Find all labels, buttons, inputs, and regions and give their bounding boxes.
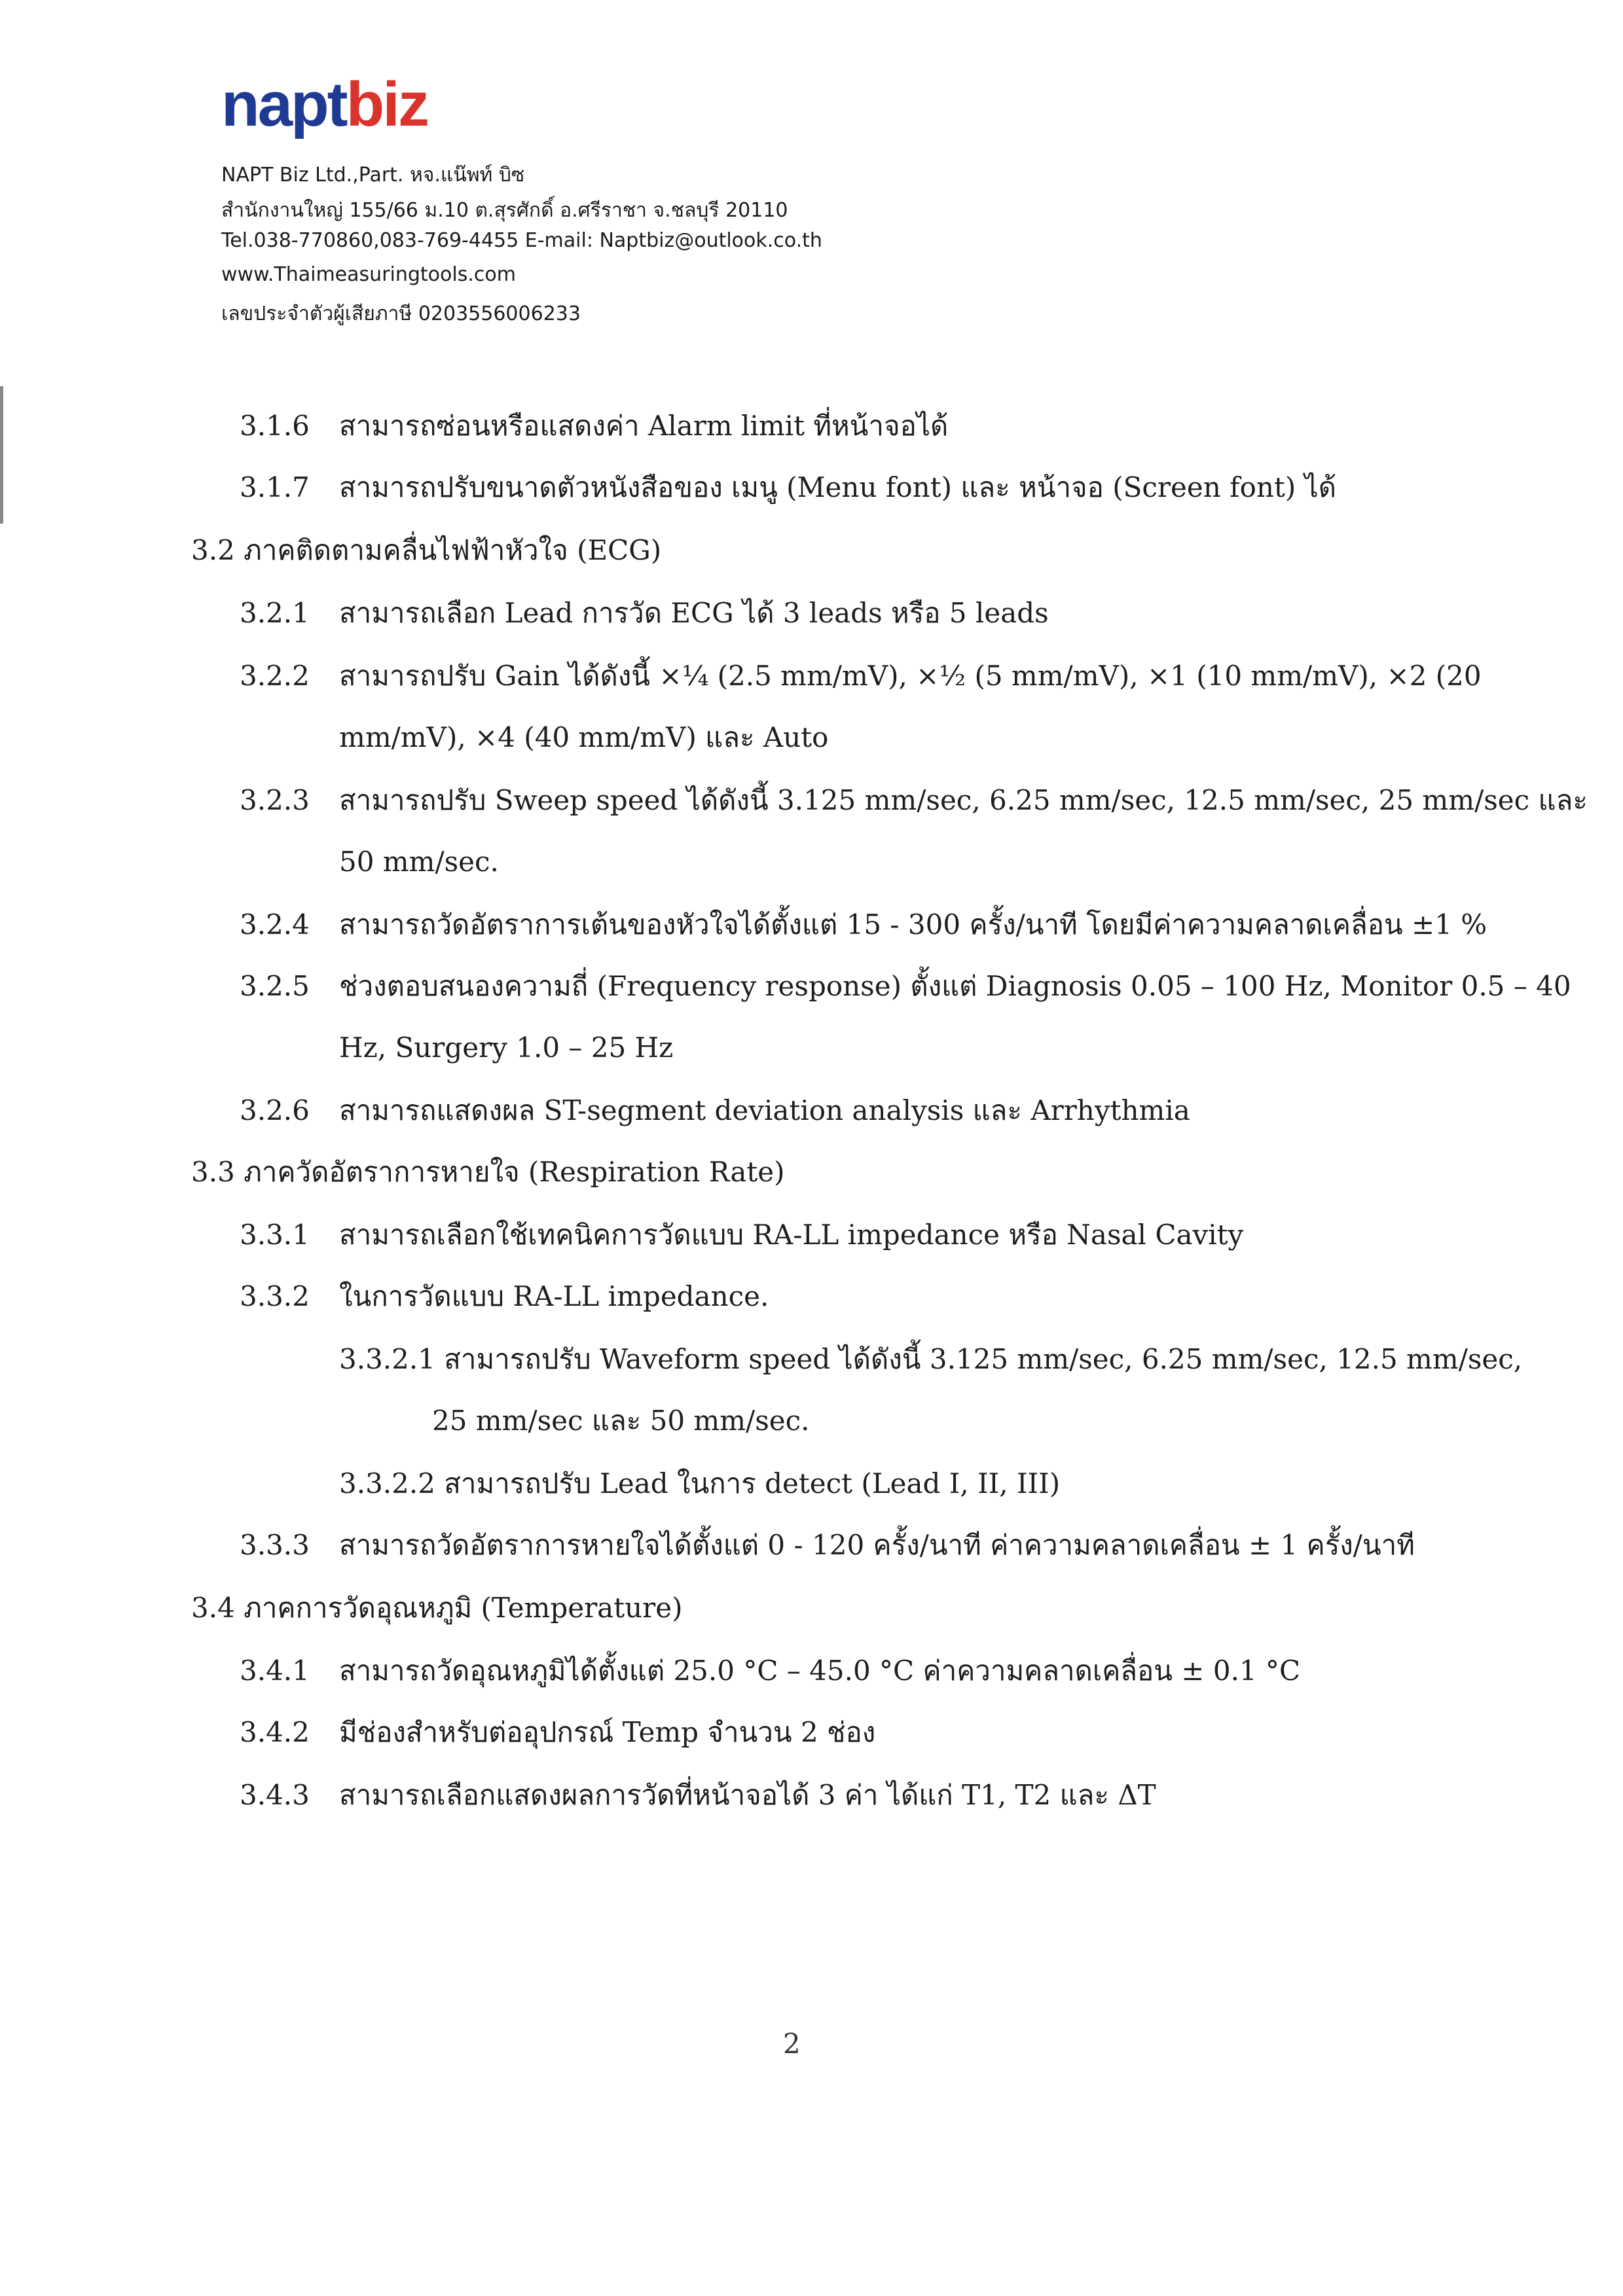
logo-text-napt: napt: [221, 69, 346, 139]
item-text: สามารถปรับขนาดตัวหนังสือของ เมนู (Menu font) และ หน้าจอ (Screen font) ได้: [339, 471, 1336, 503]
section-heading: 3.4 ภาคการวัดอุณหภูมิ (Temperature): [191, 1592, 683, 1624]
item-text: สามารถแสดงผล ST-segment deviation analysis และ Arrhythmia: [339, 1094, 1190, 1126]
item-number: 3.2.5: [240, 970, 310, 1002]
subitem-text: 3.3.2.1 สามารถปรับ Waveform speed ได้ดังนี้ 3.125 mm/sec, 6.25 mm/sec, 12.5 mm/sec,: [339, 1343, 1523, 1375]
item-number: 3.3.2: [240, 1280, 310, 1312]
item-number: 3.4.3: [240, 1779, 310, 1811]
item-text-continued: mm/mV), ×4 (40 mm/mV) และ Auto: [339, 721, 829, 753]
item-text: ในการวัดแบบ RA-LL impedance.: [339, 1280, 769, 1312]
item-text: สามารถเลือกใช้เทคนิคการวัดแบบ RA-LL impedance หรือ Nasal Cavity: [339, 1219, 1244, 1251]
item-number: 3.4.1: [240, 1655, 310, 1687]
logo-text-biz: biz: [346, 69, 428, 139]
item-text-continued: 50 mm/sec.: [339, 846, 499, 878]
scan-margin-mark: [0, 386, 3, 524]
item-text: มีช่องสำหรับต่ออุปกรณ์ Temp จำนวน 2 ช่อง: [339, 1716, 876, 1748]
item-text: สามารถวัดอัตราการหายใจได้ตั้งแต่ 0 - 120 ครั้ง/นาที ค่าความคลาดเคลื่อน ± 1 ครั้ง/นาที: [339, 1529, 1415, 1561]
company-contact: Tel.038-770860,083-769-4455 E-mail: Naptbiz@outlook.co.th: [221, 229, 822, 252]
item-number: 3.1.7: [240, 471, 310, 503]
company-address: สำนักงานใหญ่ 155/66 ม.10 ต.สุรศักดิ์ อ.ศรีราชา จ.ชลบุรี 20110: [221, 199, 788, 222]
item-text: สามารถเลือก Lead การวัด ECG ได้ 3 leads หรือ 5 leads: [339, 597, 1049, 629]
item-number: 3.2.4: [240, 908, 310, 941]
item-text: สามารถเลือกแสดงผลการวัดที่หน้าจอได้ 3 ค่า ได้แก่ T1, T2 และ ΔT: [339, 1779, 1156, 1811]
company-website: www.Thaimeasuringtools.com: [221, 263, 516, 286]
item-number: 3.2.3: [240, 784, 310, 816]
page-number: 2: [783, 2028, 801, 2060]
item-text: สามารถซ่อนหรือแสดงค่า Alarm limit ที่หน้าจอได้: [339, 410, 949, 442]
section-heading: 3.2 ภาคติดตามคลื่นไฟฟ้าหัวใจ (ECG): [191, 534, 662, 566]
company-tax-id: เลขประจำตัวผู้เสียภาษี 0203556006233: [221, 302, 581, 325]
item-number: 3.4.2: [240, 1716, 310, 1748]
item-text: สามารถวัดอุณหภูมิได้ตั้งแต่ 25.0 °C – 45.0 °C ค่าความคลาดเคลื่อน ± 0.1 °C: [339, 1655, 1301, 1687]
item-number: 3.3.1: [240, 1219, 310, 1251]
subitem-text: 3.3.2.2 สามารถปรับ Lead ในการ detect (Lead I, II, III): [339, 1467, 1061, 1499]
item-number: 3.2.1: [240, 597, 310, 629]
item-text: สามารถวัดอัตราการเต้นของหัวใจได้ตั้งแต่ 15 - 300 ครั้ง/นาที โดยมีค่าความคลาดเคลื่อน ±1 %: [339, 908, 1487, 941]
item-text-continued: Hz, Surgery 1.0 – 25 Hz: [339, 1031, 674, 1064]
naptbiz-logo: [221, 69, 428, 139]
item-number: 3.2.6: [240, 1094, 310, 1126]
item-number: 3.1.6: [240, 410, 310, 442]
item-text: สามารถปรับ Sweep speed ได้ดังนี้ 3.125 mm/sec, 6.25 mm/sec, 12.5 mm/sec, 25 mm/sec และ: [339, 784, 1588, 816]
item-text: สามารถปรับ Gain ได้ดังนี้ ×¼ (2.5 mm/mV), ×½ (5 mm/mV), ×1 (10 mm/mV), ×2 (20: [339, 660, 1482, 692]
item-number: 3.2.2: [240, 660, 310, 692]
section-heading: 3.3 ภาควัดอัตราการหายใจ (Respiration Rate): [191, 1156, 785, 1188]
item-number: 3.3.3: [240, 1529, 310, 1561]
subitem-text-continued: 25 mm/sec และ 50 mm/sec.: [432, 1405, 810, 1437]
company-name: NAPT Biz Ltd.,Part. หจ.แน๊พท์ บิซ: [221, 164, 525, 187]
item-text: ช่วงตอบสนองความถี่ (Frequency response) ตั้งแต่ Diagnosis 0.05 – 100 Hz, Monitor 0.5 – 40: [339, 970, 1571, 1002]
